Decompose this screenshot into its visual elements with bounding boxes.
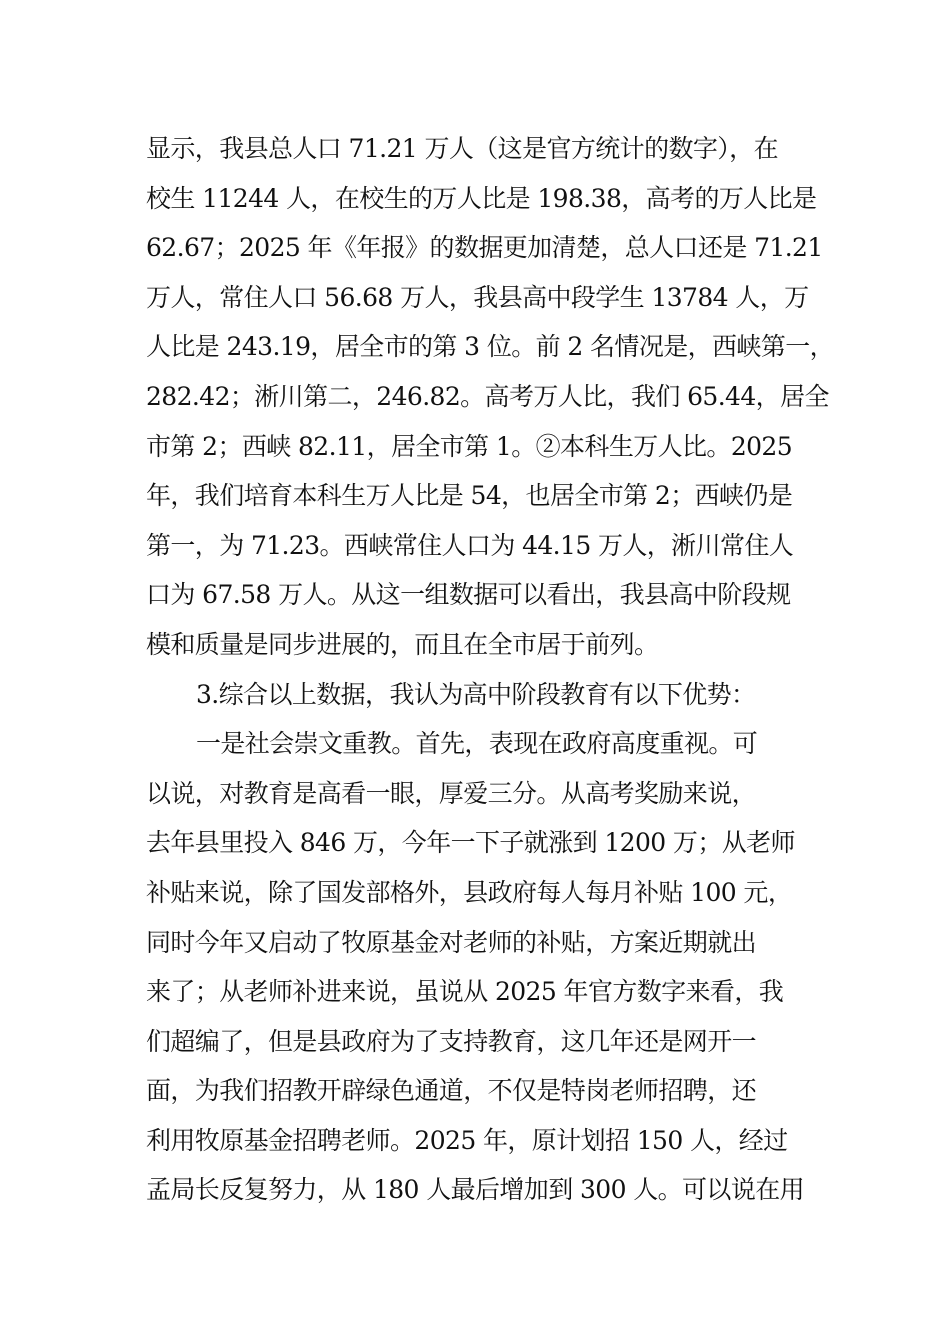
text-line: 校生 11244 人，在校生的万人比是 198.38，高考的万人比是	[146, 183, 817, 213]
text-line: 62.67；2025 年《年报》的数据更加清楚，总人口还是 71.21	[146, 233, 823, 263]
text-line: 同时今年又启动了牧原基金对老师的补贴，方案近期就出	[146, 927, 757, 957]
text-line: 人比是 243.19，居全市的第 3 位。前 2 名情况是，西峡第一，	[146, 332, 835, 362]
text-line: 们超编了，但是县政府为了支持教育，这几年还是网开一	[146, 1026, 757, 1056]
text-line: 万人，常住人口 56.68 万人，我县高中段学生 13784 人，万	[146, 282, 809, 312]
text-line: 口为 67.58 万人。从这一组数据可以看出，我县高中阶段规	[146, 580, 791, 610]
text-line: 利用牧原基金招聘老师。2025 年，原计划招 150 人，经过	[146, 1125, 788, 1155]
text-line: 以说，对教育是高看一眼，厚爱三分。从高考奖励来说，	[146, 778, 757, 808]
text-line: 282.42；淅川第二，246.82。高考万人比，我们 65.44，居全	[146, 381, 829, 411]
body-text	[146, 124, 835, 1215]
text-line: 年，我们培育本科生万人比是 54，也居全市第 2；西峡仍是	[146, 481, 793, 511]
text-line: 孟局长反复努力，从 180 人最后增加到 300 人。可以说在用	[146, 1175, 805, 1205]
text-line: 面，为我们招教开辟绿色通道，不仅是特岗老师招聘，还	[146, 1076, 757, 1106]
text-line: 显示，我县总人口 71.21 万人（这是官方统计的数字），在	[146, 134, 778, 163]
text-line: 模和质量是同步进展的，而且在全市居于前列。	[146, 629, 659, 659]
section-heading-line: 3.综合以上数据，我认为高中阶段教育有以下优势：	[196, 679, 756, 709]
text-line: 市第 2；西峡 82.11，居全市第 1。②本科生万人比。2025	[146, 431, 793, 461]
text-line: 去年县里投入 846 万，今年一下子就涨到 1200 万；从老师	[146, 828, 795, 858]
text-line: 第一，为 71.23。西峡常住人口为 44.15 万人，淅川常住人	[146, 530, 794, 560]
text-line: 补贴来说，除了国发部格外，县政府每人每月补贴 100 元，	[146, 877, 793, 907]
paragraph-first-line: 一是社会崇文重教。首先，表现在政府高度重视。可	[196, 729, 758, 759]
text-line: 来了；从老师补进来说，虽说从 2025 年官方数字来看，我	[146, 977, 784, 1007]
